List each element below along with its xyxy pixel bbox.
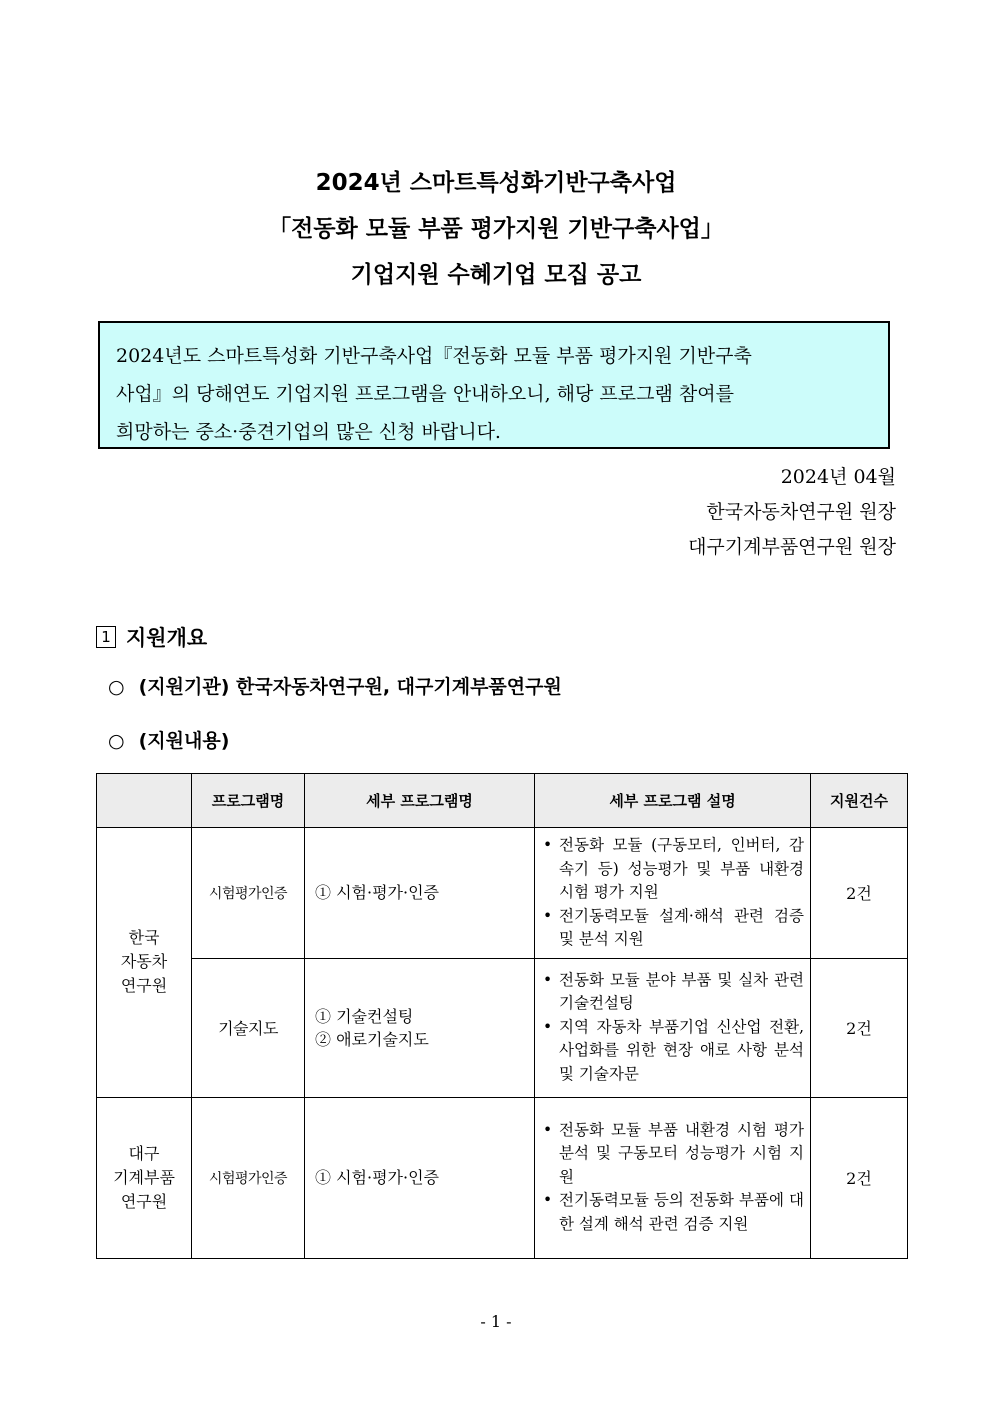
dot-bullet-icon: • [543, 1191, 553, 1210]
desc-text: 전동화 모듈 분야 부품 및 실차 관련 기술컨설팅 [559, 970, 804, 1013]
content-label: (지원내용) [138, 730, 230, 752]
detail-cell [305, 828, 535, 959]
desc-text: 전기동력모듈 설계·해석 관련 검증 및 분석 지원 [559, 906, 804, 948]
title-line-2: 「전동화 모듈 부품 평가지원 기반구축사업」 [268, 216, 724, 242]
org-cell-dmi [97, 1097, 192, 1258]
notice-line-3: 희망하는 중소·중견기업의 많은 신청 바랍니다. [116, 421, 501, 443]
count-cell: 2건 [811, 1097, 908, 1258]
desc-item [543, 905, 804, 952]
page-number: - 1 - [480, 1312, 512, 1331]
desc-text: 전동화 모듈 (구동모터, 인버터, 감속기 등) 성능평가 및 부품 내환경 시험 평가 지원 [559, 836, 804, 901]
section-title: 지원개요 [126, 626, 208, 650]
header-desc: 세부 프로그램 설명 [535, 774, 811, 828]
circle-bullet-icon: ○ [108, 676, 125, 698]
org-cell-katech [97, 828, 192, 1098]
desc-text: 전기동력모듈 등의 전동화 부품에 대한 설계 해석 관련 검증 지원 [559, 1191, 804, 1233]
header-count: 지원건수 [811, 774, 908, 828]
content-line [108, 726, 229, 753]
notice-line-2: 사업』의 당해연도 기업지원 프로그램을 안내하오니, 해당 프로그램 참여를 [116, 383, 734, 405]
detail-item: ② 애로기술지도 [315, 1029, 429, 1049]
circle-bullet-icon: ○ [108, 730, 125, 752]
dot-bullet-icon: • [543, 970, 553, 989]
desc-item [543, 1016, 804, 1087]
notice-box [98, 321, 890, 449]
table-header-row [97, 774, 908, 828]
program-cell: 시험평가인증 [192, 1097, 305, 1258]
header-program: 프로그램명 [192, 774, 305, 828]
header-org [97, 774, 192, 828]
desc-item [543, 1119, 804, 1190]
agency-text: (지원기관) 한국자동차연구원, 대구기계부품연구원 [138, 676, 562, 698]
desc-cell [535, 958, 811, 1097]
detail-item: ① 시험·평가·인증 [315, 883, 439, 903]
detail-item: ① 기술컨설팅 [315, 1006, 414, 1026]
table-row [97, 1097, 908, 1258]
table-row [97, 958, 908, 1097]
desc-cell [535, 1097, 811, 1258]
signature-block [688, 460, 896, 565]
program-cell: 시험평가인증 [192, 828, 305, 959]
detail-cell [305, 958, 535, 1097]
program-cell: 기술지도 [192, 958, 305, 1097]
document-title [0, 160, 992, 298]
section-heading [96, 622, 207, 652]
signatory-1: 한국자동차연구원 원장 [706, 501, 896, 523]
org-line: 기계부품 [113, 1167, 175, 1187]
agency-line [108, 672, 562, 699]
desc-text: 지역 자동차 부품기업 신산업 전환, 사업화를 위한 현장 애로 사항 분석 및 기술자문 [559, 1017, 804, 1083]
org-line: 자동차 [120, 952, 168, 972]
desc-cell [535, 828, 811, 959]
org-line: 연구원 [120, 976, 168, 996]
desc-text: 전동화 모듈 부품 내환경 시험 평가분석 및 구동모터 성능평가 시험 지원 [559, 1120, 804, 1186]
count-cell: 2건 [811, 828, 908, 959]
detail-cell [305, 1097, 535, 1258]
announcement-date: 2024년 04월 [780, 466, 896, 488]
title-line-1: 2024년 스마트특성화기반구축사업 [315, 170, 677, 196]
dot-bullet-icon: • [543, 1120, 553, 1139]
detail-item: ① 시험·평가·인증 [315, 1168, 439, 1187]
count-cell: 2건 [811, 958, 908, 1097]
support-table [96, 773, 908, 1259]
table-row [97, 828, 908, 959]
desc-item [543, 969, 804, 1016]
title-line-3: 기업지원 수혜기업 모집 공고 [350, 262, 642, 288]
dot-bullet-icon: • [543, 906, 553, 925]
org-line: 연구원 [120, 1191, 168, 1211]
dot-bullet-icon: • [543, 836, 553, 854]
notice-line-1: 2024년도 스마트특성화 기반구축사업『전동화 모듈 부품 평가지원 기반구축 [116, 345, 752, 367]
signatory-2: 대구기계부품연구원 원장 [688, 536, 896, 558]
header-detail: 세부 프로그램명 [305, 774, 535, 828]
desc-item [543, 834, 804, 905]
section-number: 1 [96, 626, 116, 648]
org-line: 한국 [128, 928, 160, 948]
org-line: 대구 [128, 1143, 160, 1163]
dot-bullet-icon: • [543, 1017, 553, 1036]
desc-item [543, 1189, 804, 1236]
